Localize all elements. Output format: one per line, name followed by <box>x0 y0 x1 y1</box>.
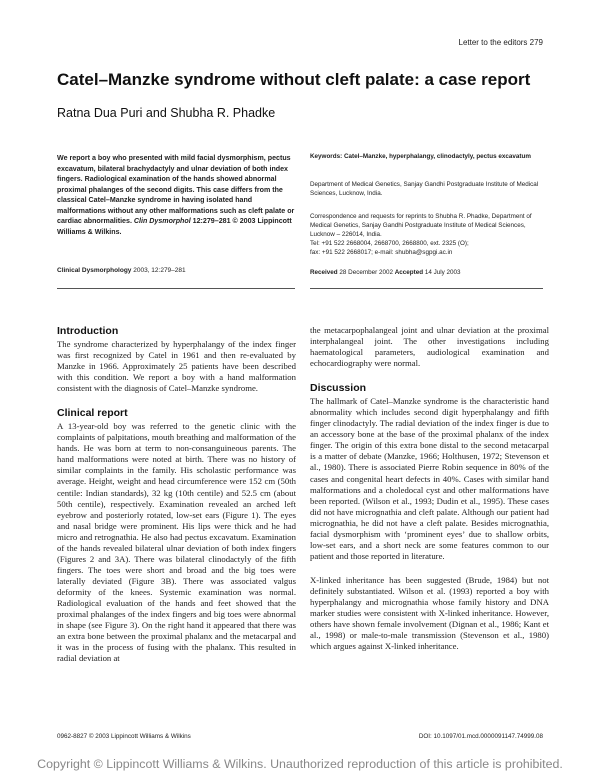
introduction-text: The syndrome characterized by hyperphalangy of the index finger was first recognized by Catel in 1961 and then re-evaluated by Manzke in 1966. Approximately 25 patients have been described with this condition. We report a boy with a hand malformation consistent with the diagnosis of Catel–Manzke syndrome. <box>57 339 296 394</box>
discussion-heading: Discussion <box>310 382 367 395</box>
left-column <box>57 325 296 664</box>
right-column <box>310 325 549 652</box>
correspondence-line: Correspondence and requests for reprints to Shubha R. Phadke, Department of <box>310 213 532 220</box>
clinical-report-text: A 13-year-old boy was referred to the genetic clinic with the complaints of palpitations, mouth breathing and malformation of the hands. He was born at term to non-consanguineous parents. The hand malformations were noted at birth. There was no history of similar complaints in the family. His scholastic performance was average. Height, weight and head circumference were 152 cm (50th centile: Indian standards), 32 kg (10th centile) and 52.5 cm (about 50th centile), respectively. Examination revealed an arched left eyebrow and posteriorly rotated, low-set ears (Figure 1). The eyes and nasal bridge were prominent. His lips were thick and he had micro and retrognathia. He also had pectus excavatum. Examination of the hands revealed bilateral ulnar deviation of both index fingers (Figures 2 and 3A). There was bilateral clinodactyly of the fifth fingers. The toes were short and broad and the big toes were laterally deviated (Figure 3B). There was associated valgus deformity of the knees. Systemic examination was normal. Radiological evaluation of the hands and feet showed that the proximal phalanges of the index fingers and big toes were abnormal in shape (see Figure 3). On the right hand it appeared that there was an extra bone between the proximal phalanx and the metacarpal and it was in the process of fusing with the phalanx. This resulted in radial deviation at <box>57 421 296 664</box>
header-divider-left <box>57 288 295 289</box>
abstract-citation-tail: 12:279–281 © 2003 Lippincott Williams & Wilkins. <box>57 217 292 236</box>
discussion-paragraph-2: X-linked inheritance has been suggested (Brude, 1984) but not definitely substantiated. Wilson et al. (1993) reported a boy with hyperphalangy and micrognathia whose family history and DNA marker studies were consistent with X-linked inheritance. However, others have shown female involvement (Dignan et al., 1986; Kant et al., 1998) or male-to-male transmission (Stevenson et al., 1980) which argues against X-linked inheritance. <box>310 574 549 652</box>
footer-doi: DOI: 10.1097/01.mcd.0000091147.74999.08 <box>418 733 543 740</box>
running-head: Letter to the editors 279 <box>458 38 543 47</box>
abstract-citation: Clin Dysmorphol <box>133 217 191 225</box>
received-accepted-dates <box>310 269 461 276</box>
received-label: Received <box>310 269 338 276</box>
correspondence-line: Lucknow – 226014, India. <box>310 231 382 238</box>
accepted-label: Accepted <box>394 269 424 276</box>
copyright-banner: Copyright © Lippincott Williams & Wilkins. Unauthorized reproduction of this article is prohibited. <box>37 757 563 771</box>
journal-details: 2003, 12:279–281 <box>133 267 186 274</box>
received-date: 28 December 2002 <box>339 269 393 276</box>
clinical-report-continuation: the metacarpophalangeal joint and ulnar deviation at the proximal interphalangeal joint. The other investigations including haematological parameters, audiological examination and echocardiography were normal. <box>310 325 549 369</box>
correspondence-phone: Tel: +91 522 2668004, 2668700, 2668800, ext. 2325 (O); <box>310 240 469 247</box>
introduction-heading: Introduction <box>57 325 119 337</box>
discussion-paragraph-1: The hallmark of Catel–Manzke syndrome is the characteristic hand abnormality which includes second digit hyperphalangy and fifth finger clinodactyly. The radial deviation of the index finger is due to an accessory bone at the base of the proximal phalanx of the index finger. The origin of this extra bone distal to the second metacarpal is a matter of debate (Manzke, 1966; Holthusen, 1972; Stevenson et al., 1980). There is associated Pierre Robin sequence in 80% of the cases and congenital heart defects in 40%. Cases with similar hand malformations and a choledocal cyst and other malformations have been reported. (Wilson et al., 1993; Dudin et al., 1995). These cases did not have micrognathia and cleft palate. Although our patient had micrognathia, he did not have a cleft palate. Besides micrognathia, facial dysmorphism with ‘prominent eyes’ due to shallow orbits, low-set ears, and a short neck are some features common to our patient and those reported in literature. <box>310 396 549 561</box>
keywords: Keywords: Catel–Manzke, hyperphalangy, clinodactyly, pectus excavatum <box>310 153 531 160</box>
accepted-date: 14 July 2003 <box>424 269 461 276</box>
footer-issn: 0962-8827 © 2003 Lippincott Williams & Wilkins <box>57 733 191 740</box>
clinical-report-heading: Clinical report <box>57 407 128 420</box>
correspondence <box>310 212 543 257</box>
abstract <box>57 153 295 237</box>
correspondence-email: fax: +91 522 2668017; e-mail: shubha@sgpgi.ac.in <box>310 249 453 256</box>
journal-line <box>57 267 186 274</box>
abstract-text: We report a boy who presented with mild facial dysmorphism, pectus excavatum, bilateral brachydactyly and ulnar deviation of both index fingers. Radiological examination of the hands showed abnormal proximal phalanges of the second digits. This case differs from the classical Catel–Manzke syndrome in having isolated hand malformations without any other malformations such as cleft palate or cardiac abnormalities. <box>57 154 295 225</box>
correspondence-line: Medical Genetics, Sanjay Gandhi Postgraduate Institute of Medical Sciences, <box>310 222 526 229</box>
affiliation: Department of Medical Genetics, Sanjay Gandhi Postgraduate Institute of Medical Sciences, Lucknow, India. <box>310 181 539 197</box>
authors: Ratna Dua Puri and Shubha R. Phadke <box>57 106 276 120</box>
journal-name: Clinical Dysmorphology <box>57 267 132 274</box>
header-divider-right <box>310 288 543 289</box>
article-title: Catel–Manzke syndrome without cleft palate: a case report <box>57 70 531 89</box>
